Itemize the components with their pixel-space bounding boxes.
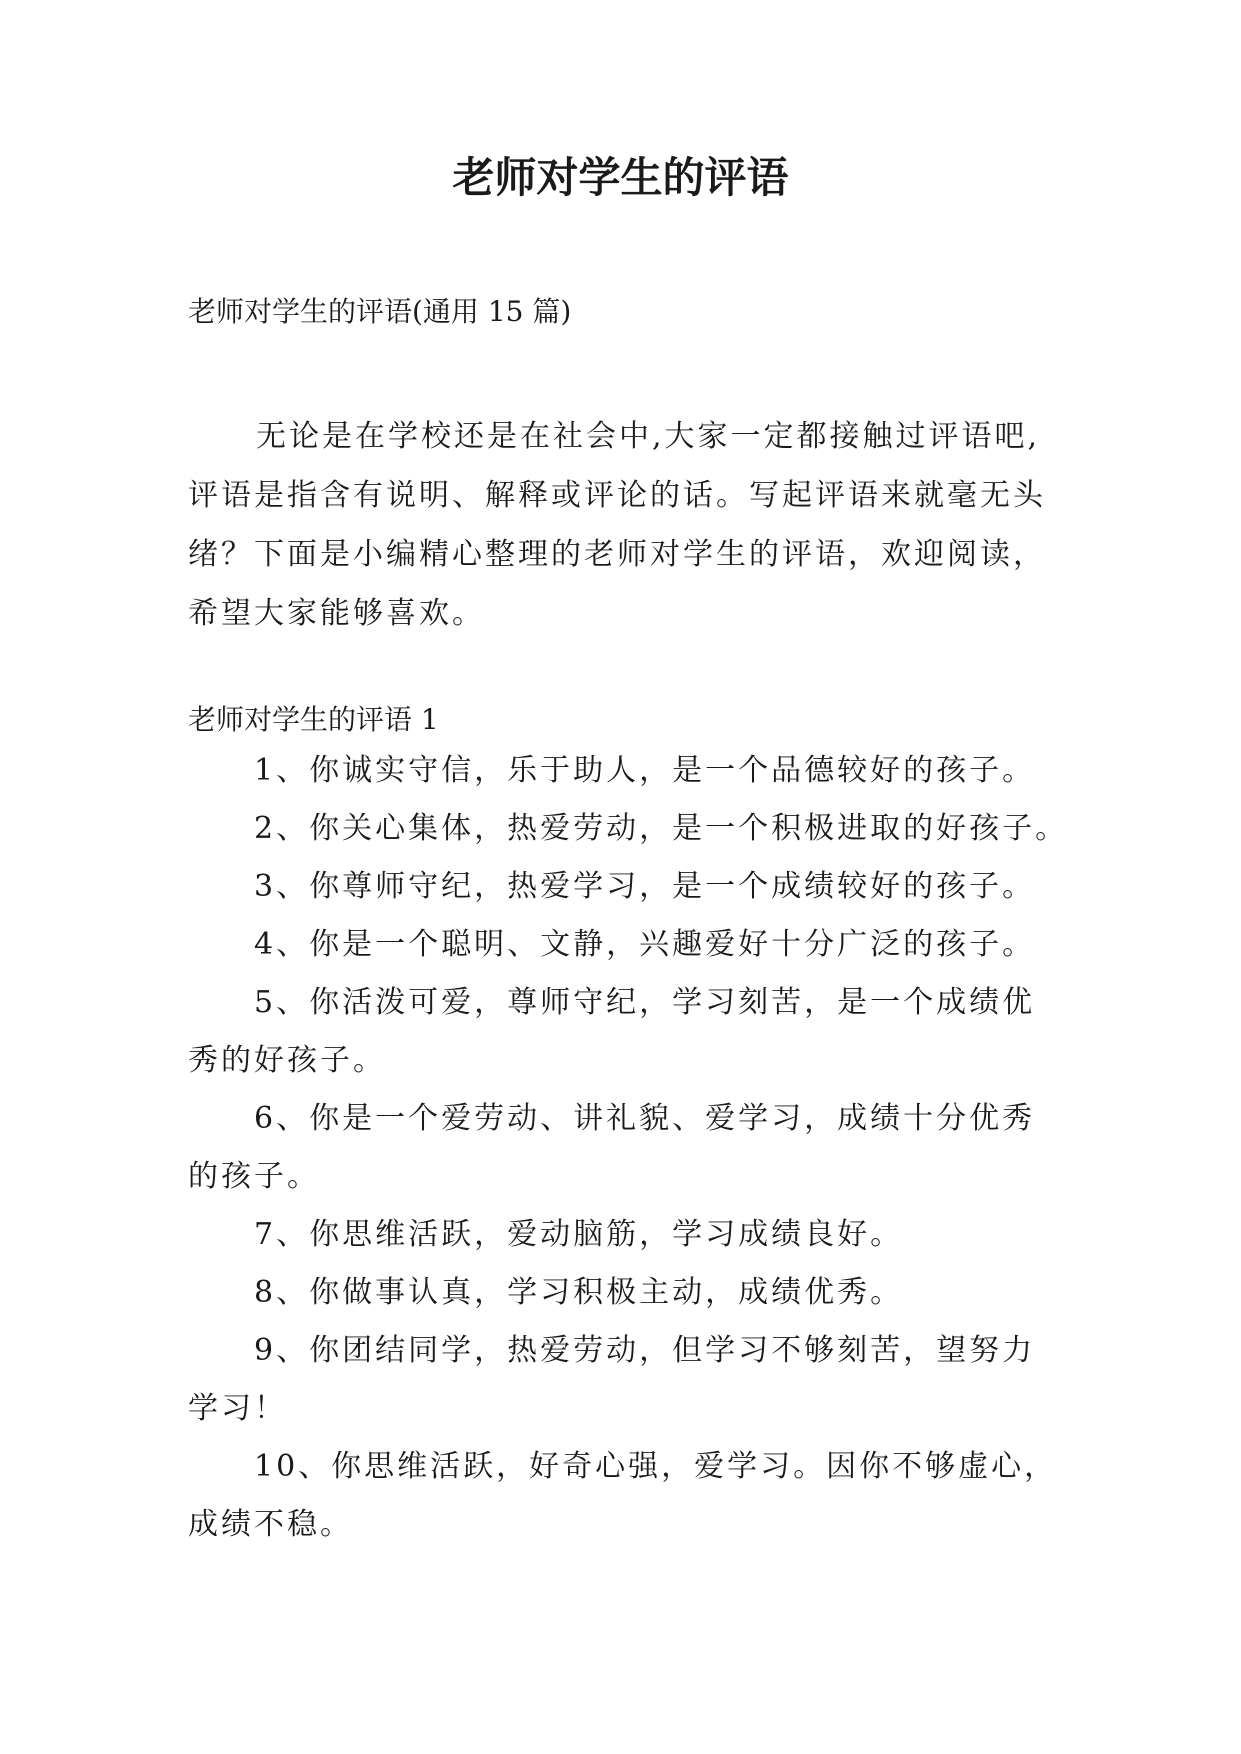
list-item: 9、你团结同学，热爱劳动，但学习不够刻苦，望努力学习！ <box>188 1333 1036 1426</box>
list-item: 1、你诚实守信，乐于助人，是一个品德较好的孩子。 <box>254 753 1036 788</box>
list-item: 7、你思维活跃，爱动脑筋，学习成绩良好。 <box>254 1217 904 1252</box>
list-item: 4、你是一个聪明、文静，兴趣爱好十分广泛的孩子。 <box>254 927 1036 962</box>
list-item: 3、你尊师守纪，热爱学习，是一个成绩较好的孩子。 <box>254 869 1036 904</box>
list-item: 8、你做事认真，学习积极主动，成绩优秀。 <box>254 1275 904 1310</box>
list-item: 10、你思维活跃，好奇心强，爱学习。因你不够虚心，成绩不稳。 <box>188 1449 1058 1542</box>
list-item: 2、你关心集体，热爱劳动，是一个积极进取的好孩子。 <box>254 811 1069 846</box>
list-item: 6、你是一个爱劳动、讲礼貌、爱学习，成绩十分优秀的孩子。 <box>188 1101 1036 1194</box>
list-item: 5、你活泼可爱，尊师守纪，学习刻苦，是一个成绩优秀的好孩子。 <box>188 985 1036 1078</box>
section-heading: 老师对学生的评语 1 <box>188 703 439 736</box>
document-title: 老师对学生的评语 <box>452 153 789 202</box>
intro-paragraph: 无论是在学校还是在社会中,大家一定都接触过评语吧,评语是指含有说明、解释或评论的话。写起评语来就毫无头绪？下面是小编精心整理的老师对学生的评语，欢迎阅读，希望大家能够喜欢。 <box>188 419 1046 631</box>
document-subtitle: 老师对学生的评语(通用 15 篇) <box>188 295 572 328</box>
